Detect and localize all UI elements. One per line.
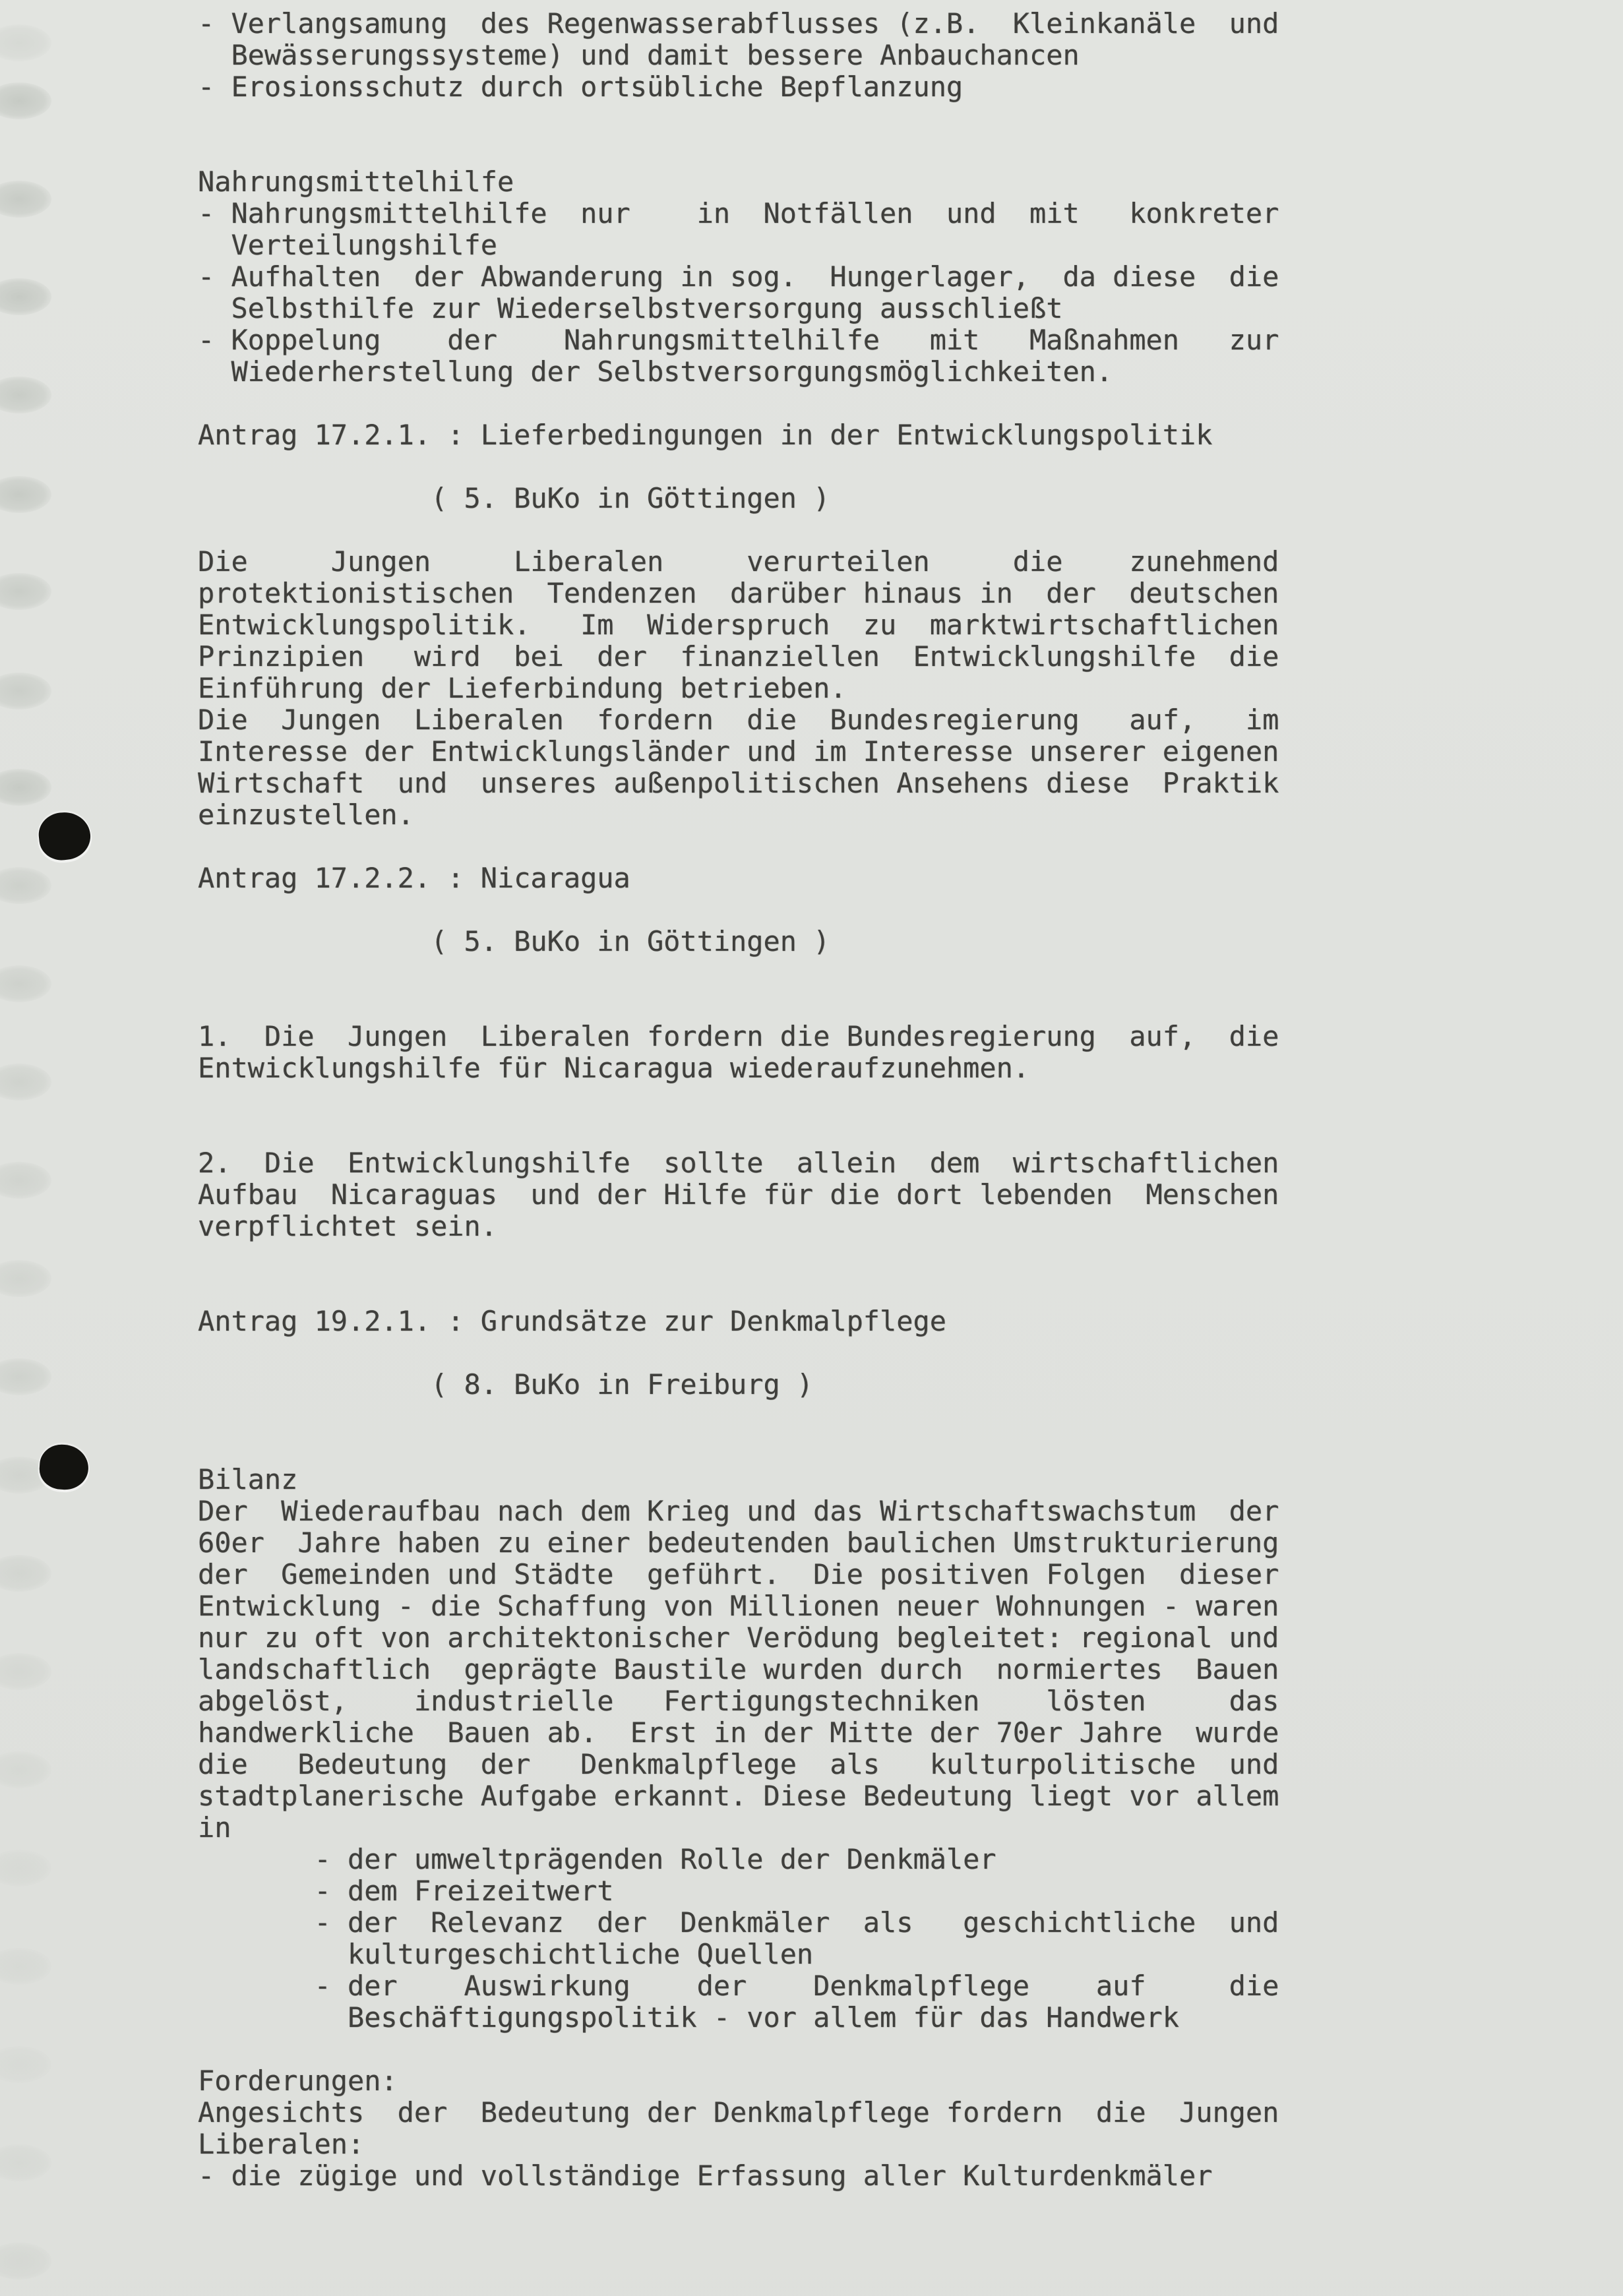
text-line: 60er Jahre haben zu einer bedeutenden baulichen Umstrukturierung [198, 1526, 1279, 1559]
text-line: - Verlangsamung des Regenwasserabflusses (z.B. Kleinkanäle und [198, 7, 1279, 40]
text-line: Die Jungen Liberalen fordern die Bundesregierung auf, im [198, 704, 1279, 736]
text-line [198, 2034, 1319, 2065]
text-line: Selbsthilfe zur Wiederselbstversorgung ausschließt [198, 292, 1063, 324]
text-line: ( 8. BuKo in Freiburg ) [198, 1368, 814, 1401]
punch-hole-filled [38, 1443, 90, 1492]
text-line: Bewässerungssysteme) und damit bessere Anbauchancen [198, 39, 1080, 71]
punch-hole-shadow-mark [0, 1358, 51, 1395]
text-line: stadtplanerische Aufgabe erkannt. Diese Bedeutung liegt vor allem [198, 1780, 1279, 1812]
text-line: Die Jungen Liberalen verurteilen die zunehmend [198, 545, 1279, 578]
text-line: Nahrungsmittelhilfe [198, 166, 514, 198]
text-line: Angesichts der Bedeutung der Denkmalpflege fordern die Jungen [198, 2096, 1279, 2129]
text-line: handwerkliche Bauen ab. Erst in der Mitte der 70er Jahre wurde [198, 1716, 1279, 1749]
text-line: Beschäftigungspolitik - vor allem für das Handwerk [198, 2001, 1179, 2034]
antrag-heading: Antrag 17.2.2. : Nicaragua [198, 862, 630, 894]
text-line: einzustellen. [198, 799, 414, 831]
text-line: protektionistischen Tendenzen darüber hinaus in der deutschen [198, 577, 1279, 609]
text-line: Interesse der Entwicklungsländer und im Interesse unserer eigenen [198, 735, 1279, 768]
text-line: Bilanz [198, 1463, 298, 1495]
punch-hole-shadow-mark [0, 1653, 51, 1690]
punch-hole-shadow-mark [0, 673, 51, 710]
text-line [198, 831, 1319, 862]
text-line [198, 514, 1319, 546]
text-line: Der Wiederaufbau nach dem Krieg und das Wirtschaftswachstum der [198, 1495, 1279, 1527]
punch-hole-shadow-mark [0, 867, 51, 904]
text-line: Entwicklungshilfe für Nicaragua wiederaufzunehmen. [198, 1052, 1030, 1084]
text-line: - die zügige und vollständige Erfassung aller Kulturdenkmäler [198, 2160, 1213, 2192]
text-line: Forderungen: [198, 2065, 398, 2097]
text-line: in [198, 1811, 231, 1844]
punch-hole-shadow-mark [0, 377, 51, 413]
text-line [198, 1432, 1319, 1464]
text-line [198, 1116, 1319, 1147]
antrag-heading: Antrag 17.2.1. : Lieferbedingungen in der Entwicklungspolitik [198, 419, 1213, 451]
punch-hole-shadow-mark [0, 1948, 51, 1985]
text-line: Entwicklung - die Schaffung von Millionen neuer Wohnungen - waren [198, 1590, 1279, 1622]
text-line: - der Relevanz der Denkmäler als geschichtliche und [198, 1906, 1279, 1939]
punch-hole-shadow-mark [0, 2243, 51, 2280]
text-line [198, 1337, 1319, 1369]
punch-hole-shadow-mark [0, 278, 51, 315]
text-line: - der umweltprägenden Rolle der Denkmäler [198, 1843, 996, 1875]
punch-hole-shadow-mark [0, 476, 51, 513]
punch-hole-shadow-mark [0, 573, 51, 610]
text-line: Entwicklungspolitik. Im Widerspruch zu marktwirtschaftlichen [198, 609, 1279, 641]
text-line [198, 388, 1319, 419]
text-line: - Erosionsschutz durch ortsübliche Bepflanzung [198, 71, 964, 103]
text-line: - Aufhalten der Abwanderung in sog. Hungerlager, da diese die [198, 260, 1279, 293]
text-line [198, 1242, 1319, 1274]
text-line [198, 1401, 1319, 1432]
text-line [198, 1084, 1319, 1116]
text-line: Einführung der Lieferbindung betrieben. [198, 672, 847, 704]
text-line: - der Auswirkung der Denkmalpflege auf die [198, 1970, 1279, 2002]
punch-hole-shadow-mark [0, 1555, 51, 1592]
text-line: der Gemeinden und Städte geführt. Die positiven Folgen dieser [198, 1558, 1279, 1590]
text-line: Prinzipien wird bei der finanziellen Entwicklungshilfe die [198, 640, 1279, 673]
text-line: Aufbau Nicaraguas und der Hilfe für die dort lebenden Menschen [198, 1178, 1279, 1211]
punch-hole-shadow-mark [0, 2144, 51, 2181]
text-line: Verteilungshilfe [198, 229, 497, 261]
text-line: Wiederherstellung der Selbstversorgungsmöglichkeiten. [198, 355, 1113, 388]
punch-hole-shadow-mark [0, 24, 51, 61]
text-line: landschaftlich geprägte Baustile wurden durch normiertes Bauen [198, 1653, 1279, 1685]
text-line: ( 5. BuKo in Göttingen ) [198, 482, 830, 514]
text-line: verpflichtet sein. [198, 1210, 497, 1242]
text-line: 1. Die Jungen Liberalen fordern die Bundesregierung auf, die [198, 1020, 1279, 1052]
text-line [198, 451, 1319, 483]
punch-hole-shadow-mark [0, 1751, 51, 1788]
text-line: 2. Die Entwicklungshilfe sollte allein dem wirtschaftlichen [198, 1147, 1279, 1179]
punch-hole-shadow-mark [0, 1850, 51, 1887]
punch-hole-shadow-mark [0, 181, 51, 218]
text-line: abgelöst, industrielle Fertigungstechniken lösten das [198, 1685, 1279, 1717]
text-line: ( 5. BuKo in Göttingen ) [198, 925, 830, 957]
text-line: nur zu oft von architektonischer Verödung begleitet: regional und [198, 1621, 1279, 1654]
text-line [198, 894, 1319, 926]
punch-hole-shadow-mark [0, 82, 51, 119]
punch-hole-shadow-mark [0, 1162, 51, 1199]
text-line: - Koppelung der Nahrungsmittelhilfe mit Maßnahmen zur [198, 324, 1279, 356]
text-line [198, 957, 1319, 989]
text-line [198, 989, 1319, 1021]
text-line: Wirtschaft und unseres außenpolitischen Ansehens diese Praktik [198, 767, 1279, 799]
text-line: - dem Freizeitwert [198, 1875, 614, 1907]
text-line [198, 103, 1319, 135]
punch-hole-shadow-mark [0, 965, 51, 1002]
punch-hole-shadow-mark [0, 1064, 51, 1101]
text-line: kulturgeschichtliche Quellen [198, 1938, 814, 1970]
text-line: - Nahrungsmittelhilfe nur in Notfällen und mit konkreter [198, 197, 1279, 229]
typewritten-text-block [198, 8, 1319, 2192]
punch-hole-filled [36, 810, 92, 862]
text-line: Liberalen: [198, 2128, 365, 2160]
punch-hole-shadow-mark [0, 1260, 51, 1297]
text-line [198, 1274, 1319, 1306]
punch-hole-shadow-mark [0, 2046, 51, 2083]
text-line: die Bedeutung der Denkmalpflege als kulturpolitische und [198, 1748, 1279, 1780]
antrag-heading: Antrag 19.2.1. : Grundsätze zur Denkmalpflege [198, 1305, 946, 1337]
punch-hole-shadow-mark [0, 769, 51, 806]
text-line [198, 135, 1319, 166]
